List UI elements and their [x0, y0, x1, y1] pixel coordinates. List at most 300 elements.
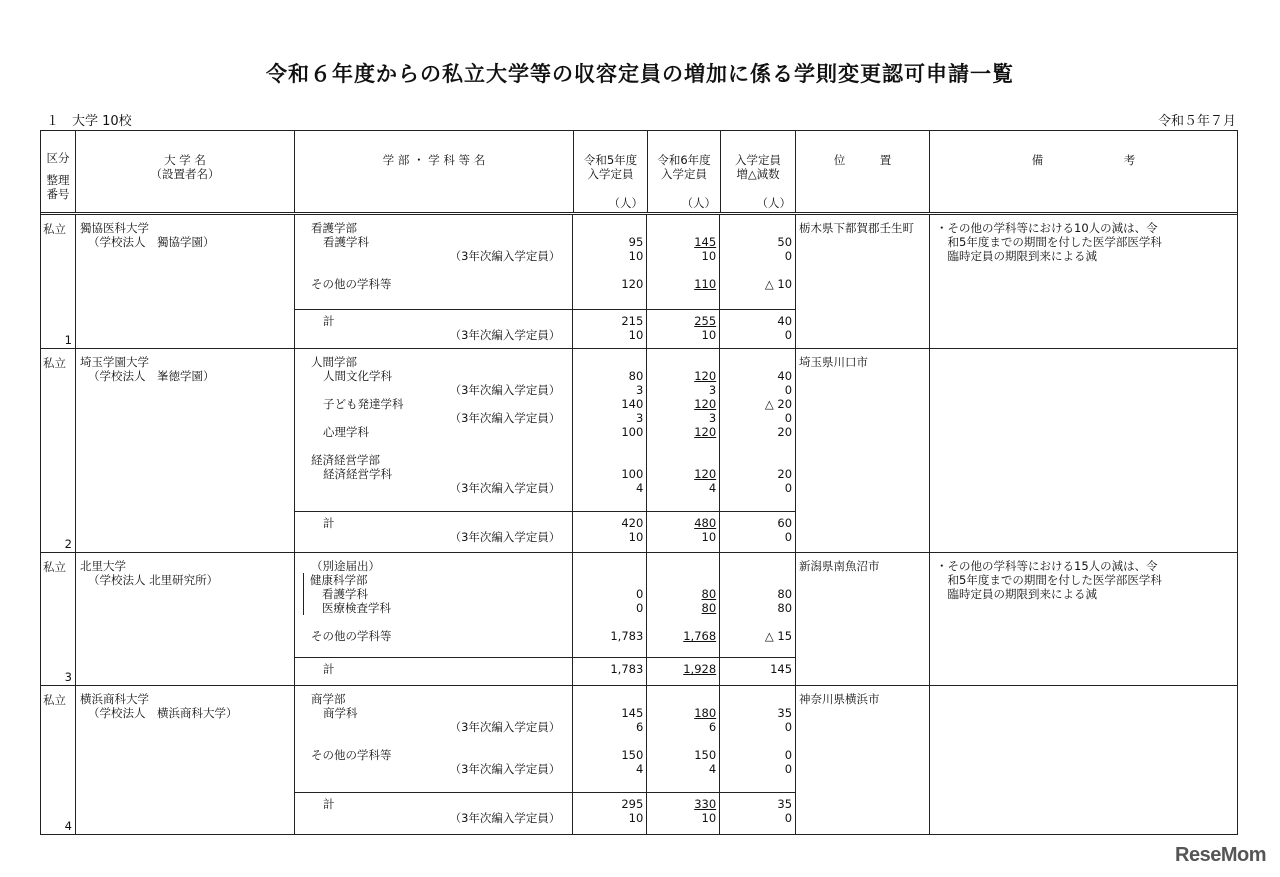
diff-number: 0 — [784, 249, 793, 263]
diff-value — [720, 397, 792, 411]
location: 栃木県下都賀郡壬生町 — [799, 221, 914, 235]
r6-number: 180 — [694, 706, 717, 720]
diff-value — [720, 411, 792, 425]
r6-value — [647, 706, 716, 720]
r6-number: 480 — [694, 516, 717, 530]
r6-column — [647, 658, 720, 685]
r5-value — [573, 369, 643, 383]
r6-value — [647, 762, 716, 776]
r5-value — [573, 277, 643, 291]
r5-number: 3 — [635, 383, 644, 397]
r5-number: 10 — [628, 530, 644, 544]
diff-column — [720, 658, 795, 685]
r6-value — [647, 383, 716, 397]
r6-number: 10 — [701, 530, 717, 544]
diff-number: 0 — [784, 720, 793, 734]
r6-column — [647, 310, 720, 348]
university-name: 獨協医科大学 — [80, 221, 149, 235]
unit-label: （人） — [756, 196, 791, 210]
r6-value — [647, 615, 716, 629]
r6-value — [647, 629, 716, 643]
bracket-label: 健康科学部 — [303, 573, 572, 587]
serial-number: 3 — [64, 670, 72, 684]
r6-value — [647, 692, 716, 706]
r6-value — [647, 369, 716, 383]
university-row — [41, 215, 1237, 349]
diff-number: △ 10 — [764, 277, 793, 291]
r5-number: 1,783 — [610, 662, 644, 676]
faculty-label: （3年次編入学定員） — [449, 811, 561, 825]
r5-number: 4 — [635, 481, 644, 495]
r5-value — [573, 615, 643, 629]
r6-value — [647, 328, 716, 342]
resemom-logo: ReseMom — [1175, 844, 1266, 866]
r6-number: 1,928 — [683, 662, 717, 676]
r5-number: 6 — [635, 720, 644, 734]
document-date: 令和５年７月 — [1157, 114, 1236, 129]
r5-column — [573, 658, 647, 685]
r5-value — [573, 762, 643, 776]
faculty-label: （3年次編入学定員） — [449, 720, 561, 734]
r6-value — [647, 277, 716, 291]
faculty-label: 人間文化学科 — [323, 369, 392, 383]
diff-value — [720, 601, 792, 615]
page-title: 令和６年度からの私立大学等の収容定員の増加に係る学則変更認可申請一覧 — [266, 62, 1014, 86]
bracket-label: 看護学科 — [303, 587, 572, 601]
r5-number: 3 — [635, 411, 644, 425]
r5-number: 10 — [628, 328, 644, 342]
diff-value — [720, 425, 792, 439]
r6-number: 120 — [694, 425, 717, 439]
r6-number: 4 — [708, 481, 717, 495]
r6-column — [647, 553, 720, 657]
header-kubun — [41, 131, 76, 212]
header-diff-line1: 入学定員 — [735, 153, 781, 167]
r5-value — [573, 467, 643, 481]
faculty-label: 計 — [323, 797, 335, 811]
r5-number: 4 — [635, 762, 644, 776]
r6-value — [647, 734, 716, 748]
r6-column — [647, 793, 720, 834]
kubun-cell — [41, 686, 76, 834]
remarks: ・その他の学科等における10人の減は、令 和5年度までの期間を付した医学部医学科 臨時定員の期限到来による減 — [936, 221, 1162, 263]
location-cell — [796, 686, 930, 834]
r5-column — [573, 310, 647, 348]
r5-number: 10 — [628, 249, 644, 263]
diff-value — [720, 662, 792, 676]
r6-value — [647, 559, 716, 573]
r5-number: 295 — [621, 797, 644, 811]
r6-value — [647, 425, 716, 439]
faculty-section — [295, 686, 795, 792]
university-name: 埼玉学園大学 — [80, 355, 149, 369]
diff-column — [720, 215, 795, 309]
r5-value — [573, 530, 643, 544]
faculty-label: 人間学部 — [311, 355, 357, 369]
diff-number: 0 — [784, 481, 793, 495]
university-name: 北里大学 — [80, 559, 126, 573]
r6-value — [647, 263, 716, 277]
serial-number: 2 — [64, 537, 72, 551]
diff-number: 0 — [784, 762, 793, 776]
header-r5 — [574, 131, 648, 212]
diff-value — [720, 573, 792, 587]
r6-value — [647, 355, 716, 369]
faculty-label: その他の学科等 — [311, 629, 392, 643]
university-name-cell — [76, 215, 295, 348]
r6-value — [647, 249, 716, 263]
location-cell — [796, 553, 930, 685]
faculty-label: （3年次編入学定員） — [449, 249, 561, 263]
diff-number: 35 — [777, 797, 793, 811]
header-founder-label: （設置者名） — [150, 167, 220, 181]
faculty-label: （3年次編入学定員） — [449, 762, 561, 776]
faculty-label — [295, 734, 572, 748]
r6-value — [647, 221, 716, 235]
r6-number: 3 — [708, 383, 717, 397]
diff-number: 40 — [777, 369, 793, 383]
faculty-label — [295, 439, 572, 453]
header-r6-line2: 入学定員 — [661, 167, 707, 181]
faculty-label: 商学科 — [323, 706, 358, 720]
header-diff — [721, 131, 796, 212]
r6-column — [647, 215, 720, 309]
diff-value — [720, 516, 792, 530]
faculty-label: （3年次編入学定員） — [449, 383, 561, 397]
location: 神奈川県横浜市 — [799, 692, 880, 706]
location: 埼玉県川口市 — [799, 355, 868, 369]
r6-value — [647, 411, 716, 425]
kubun-label: 私立 — [43, 356, 66, 370]
faculty-label — [295, 573, 572, 587]
r6-number: 4 — [708, 762, 717, 776]
faculty-column — [295, 658, 573, 685]
faculty-label — [295, 601, 572, 615]
header-location: 位 置 — [796, 131, 930, 212]
r5-number: 0 — [635, 601, 644, 615]
r5-value — [573, 383, 643, 397]
header-seiri-label: 整理 — [46, 173, 70, 187]
diff-value — [720, 481, 792, 495]
kubun-label: 私立 — [43, 560, 66, 574]
r5-value — [573, 720, 643, 734]
table-body — [41, 215, 1237, 834]
university-row — [41, 553, 1237, 686]
r5-value — [573, 811, 643, 825]
r6-number: 80 — [701, 601, 717, 615]
r5-number: 1,783 — [610, 629, 644, 643]
diff-value — [720, 369, 792, 383]
faculty-detail — [295, 215, 796, 348]
header-univ-label: 大 学 名 — [164, 153, 206, 167]
diff-value — [720, 221, 792, 235]
r5-column — [573, 686, 647, 792]
r5-value — [573, 748, 643, 762]
r5-column — [573, 793, 647, 834]
header-r5-line2: 入学定員 — [587, 167, 634, 181]
serial-number: 4 — [64, 819, 72, 833]
faculty-column — [295, 310, 573, 348]
diff-number: 0 — [784, 383, 793, 397]
kubun-label: 私立 — [43, 222, 66, 236]
total-section — [295, 657, 795, 685]
kubun-cell — [41, 349, 76, 552]
diff-column — [720, 686, 795, 792]
r6-number: 10 — [701, 328, 717, 342]
university-name-cell — [76, 553, 295, 685]
diff-value — [720, 263, 792, 277]
r6-value — [647, 439, 716, 453]
diff-number: 60 — [777, 516, 793, 530]
remarks-cell — [930, 553, 1237, 685]
r5-value — [573, 601, 643, 615]
r5-value — [573, 314, 643, 328]
faculty-label: 経済経営学科 — [323, 467, 392, 481]
diff-number: 35 — [777, 706, 793, 720]
faculty-column — [295, 793, 573, 834]
faculty-label: （3年次編入学定員） — [449, 530, 561, 544]
diff-value — [720, 720, 792, 734]
unit-label: （人） — [681, 196, 716, 210]
remarks-cell — [930, 215, 1237, 348]
diff-column — [720, 793, 795, 834]
r6-number: 145 — [694, 235, 717, 249]
faculty-label: 看護学科 — [323, 235, 369, 249]
r5-value — [573, 516, 643, 530]
university-row — [41, 349, 1237, 553]
diff-value — [720, 277, 792, 291]
diff-value — [720, 629, 792, 643]
r5-value — [573, 439, 643, 453]
remarks: ・その他の学科等における15人の減は、令 和5年度までの期間を付した医学部医学科 臨時定員の期限到来による減 — [936, 559, 1162, 601]
diff-value — [720, 797, 792, 811]
r6-value — [647, 516, 716, 530]
faculty-section — [295, 349, 795, 511]
header-r6 — [648, 131, 721, 212]
diff-value — [720, 467, 792, 481]
diff-number: 0 — [784, 748, 793, 762]
r5-value — [573, 587, 643, 601]
diff-value — [720, 453, 792, 467]
r6-number: 120 — [694, 467, 717, 481]
r5-value — [573, 425, 643, 439]
diff-value — [720, 615, 792, 629]
r5-number: 145 — [621, 706, 644, 720]
diff-number: 0 — [784, 811, 793, 825]
r6-value — [647, 797, 716, 811]
diff-number: △ 15 — [764, 629, 793, 643]
r6-value — [647, 467, 716, 481]
diff-number: 0 — [784, 530, 793, 544]
diff-number: 0 — [784, 411, 793, 425]
r5-number: 140 — [621, 397, 644, 411]
faculty-label: 看護学部 — [311, 221, 357, 235]
header-remarks: 備 考 — [1031, 153, 1136, 167]
faculty-detail — [295, 686, 796, 834]
diff-column — [720, 512, 795, 552]
faculty-column — [295, 215, 573, 309]
unit-label: （人） — [608, 196, 643, 210]
faculty-column — [295, 512, 573, 552]
faculty-label: その他の学科等 — [311, 748, 392, 762]
r5-value — [573, 706, 643, 720]
r6-number: 10 — [701, 249, 717, 263]
r5-number: 80 — [628, 369, 644, 383]
faculty-label: （3年次編入学定員） — [449, 481, 561, 495]
r6-number: 150 — [694, 748, 717, 762]
remarks-cell — [930, 349, 1237, 552]
r5-number: 420 — [621, 516, 644, 530]
header-r6-line1: 令和6年度 — [657, 153, 711, 167]
r5-column — [573, 553, 647, 657]
faculty-label — [295, 587, 572, 601]
r5-value — [573, 692, 643, 706]
total-section — [295, 309, 795, 348]
faculty-section — [295, 553, 795, 657]
r5-value — [573, 263, 643, 277]
header-bango-label: 番号 — [46, 187, 70, 201]
r6-value — [647, 720, 716, 734]
faculty-label — [295, 615, 572, 629]
faculty-label: 計 — [323, 516, 335, 530]
faculty-label: （3年次編入学定員） — [449, 411, 561, 425]
r5-value — [573, 235, 643, 249]
diff-number: 50 — [777, 235, 793, 249]
header-r5-line1: 令和5年度 — [583, 153, 638, 167]
r6-value — [647, 587, 716, 601]
r6-number: 1,768 — [683, 629, 717, 643]
r5-column — [573, 349, 647, 511]
section-heading: １ 大学 10校 — [46, 114, 132, 129]
r5-value — [573, 662, 643, 676]
diff-value — [720, 734, 792, 748]
diff-value — [720, 811, 792, 825]
diff-value — [720, 559, 792, 573]
diff-value — [720, 530, 792, 544]
university-name-cell — [76, 349, 295, 552]
diff-value — [720, 355, 792, 369]
header-university — [76, 131, 295, 212]
r6-value — [647, 748, 716, 762]
r5-number: 0 — [635, 587, 644, 601]
diff-value — [720, 587, 792, 601]
diff-number: △ 20 — [764, 397, 793, 411]
location: 新潟県南魚沼市 — [799, 559, 880, 573]
r5-number: 95 — [628, 235, 644, 249]
r5-value — [573, 221, 643, 235]
r6-number: 255 — [694, 314, 717, 328]
kubun-cell — [41, 215, 76, 348]
university-name: 横浜商科大学 — [80, 692, 149, 706]
bracket-label: 医療検査学科 — [303, 601, 572, 615]
r5-number: 215 — [621, 314, 644, 328]
header-kubun-label: 区分 — [46, 151, 70, 165]
r6-column — [647, 512, 720, 552]
r6-number: 120 — [694, 397, 717, 411]
founder-name: （学校法人 峯徳学園） — [88, 369, 215, 383]
diff-number: 80 — [777, 587, 793, 601]
r6-number: 3 — [708, 411, 717, 425]
r6-number: 110 — [694, 277, 717, 291]
faculty-label: （別途届出） — [311, 559, 380, 573]
faculty-column — [295, 553, 573, 657]
r6-number: 80 — [701, 587, 717, 601]
founder-name: （学校法人 横浜商科大学） — [88, 706, 238, 720]
r5-value — [573, 397, 643, 411]
r5-value — [573, 328, 643, 342]
r5-value — [573, 734, 643, 748]
r6-value — [647, 481, 716, 495]
r5-number: 10 — [628, 811, 644, 825]
diff-column — [720, 553, 795, 657]
founder-name: （学校法人 北里研究所） — [88, 573, 219, 587]
r5-column — [573, 215, 647, 309]
serial-number: 1 — [64, 333, 72, 347]
r5-number: 150 — [621, 748, 644, 762]
diff-number: 0 — [784, 328, 793, 342]
location-cell — [796, 349, 930, 552]
r6-value — [647, 530, 716, 544]
diff-value — [720, 692, 792, 706]
faculty-label: 子ども発達学科 — [323, 397, 404, 411]
r5-value — [573, 355, 643, 369]
faculty-detail — [295, 349, 796, 552]
r5-number: 100 — [621, 425, 644, 439]
diff-number: 40 — [777, 314, 793, 328]
faculty-column — [295, 349, 573, 511]
r5-value — [573, 249, 643, 263]
r6-column — [647, 686, 720, 792]
r5-value — [573, 797, 643, 811]
r6-column — [647, 349, 720, 511]
total-section — [295, 511, 795, 552]
r6-number: 6 — [708, 720, 717, 734]
faculty-label: その他の学科等 — [311, 277, 392, 291]
faculty-label: 計 — [323, 662, 335, 676]
diff-value — [720, 706, 792, 720]
diff-value — [720, 328, 792, 342]
diff-value — [720, 762, 792, 776]
diff-value — [720, 383, 792, 397]
faculty-label: （3年次編入学定員） — [449, 328, 561, 342]
r6-value — [647, 601, 716, 615]
diff-number: 20 — [777, 425, 793, 439]
diff-value — [720, 748, 792, 762]
faculty-section — [295, 215, 795, 309]
diff-value — [720, 235, 792, 249]
diff-value — [720, 249, 792, 263]
faculty-label: 心理学科 — [323, 425, 369, 439]
r5-value — [573, 573, 643, 587]
r6-number: 330 — [694, 797, 717, 811]
r5-value — [573, 411, 643, 425]
r5-value — [573, 629, 643, 643]
r5-number: 100 — [621, 467, 644, 481]
header-faculty: 学 部 ・ 学 科 等 名 — [295, 131, 574, 212]
diff-number: 145 — [770, 662, 793, 676]
faculty-label: 計 — [323, 314, 335, 328]
r6-number: 10 — [701, 811, 717, 825]
r6-value — [647, 397, 716, 411]
university-name-cell — [76, 686, 295, 834]
r6-value — [647, 811, 716, 825]
r5-value — [573, 481, 643, 495]
diff-column — [720, 349, 795, 511]
r5-number: 120 — [621, 277, 644, 291]
university-row — [41, 686, 1237, 834]
kubun-cell — [41, 553, 76, 685]
diff-number: 80 — [777, 601, 793, 615]
